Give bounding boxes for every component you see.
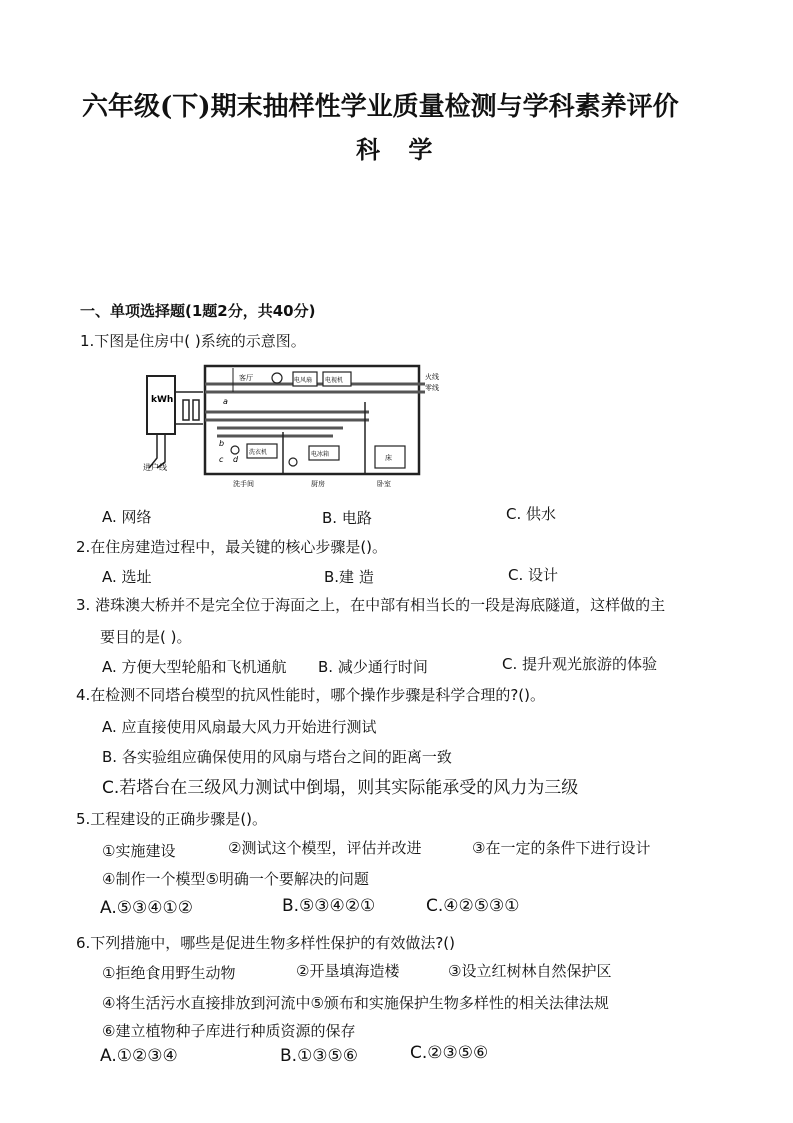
question-1-stem: 1.下图是住房中( )系统的示意图。 — [80, 332, 306, 350]
fan-label: 电风扇 — [294, 377, 313, 384]
q4-option-c: C.若塔台在三级风力测试中倒塌，则其实际能承受的风力为三级 — [102, 778, 579, 798]
q6-item-4: ④将生活污水直接排放到河流中⑤颁布和实施保护生物多样性的相关法律法规 — [102, 994, 609, 1012]
incoming-label: 进户线 — [143, 463, 167, 472]
svg-text:c: c — [219, 455, 224, 464]
live-label: 火线 — [425, 373, 439, 381]
q5-item-1: ①实施建设 — [102, 842, 176, 860]
q6-item-5: ⑥建立植物种子库进行种质资源的保存 — [102, 1022, 356, 1040]
question-2-stem: 2.在住房建造过程中，最关键的核心步骤是()。 — [76, 538, 388, 556]
q5-option-a: A.⑤③④①② — [100, 898, 193, 918]
meter-label: kWh — [151, 395, 174, 405]
q5-item-2: ②测试这个模型，评估并改进 — [228, 839, 422, 857]
q6-option-a: A.①②③④ — [100, 1046, 178, 1066]
q2-option-b: B.建 造 — [324, 568, 374, 586]
section-heading: 一、单项选择题(1题2分，共40分) — [80, 302, 316, 320]
q3-option-c: C. 提升观光旅游的体验 — [502, 655, 658, 673]
question-3-stem-cont: 要目的是( )。 — [100, 628, 192, 646]
q2-option-a: A. 选址 — [102, 568, 152, 586]
meter-box — [147, 376, 175, 434]
room-living: 客厅 — [239, 374, 253, 382]
q5-item-4: ④制作一个模型⑤明确一个要解决的问题 — [102, 870, 369, 888]
q1-option-b: B. 电路 — [322, 509, 372, 527]
room-kitchen: 厨房 — [311, 480, 325, 488]
q4-option-a: A. 应直接使用风扇最大风力开始进行测试 — [102, 718, 377, 736]
q3-option-a: A. 方便大型轮船和飞机通航 — [102, 658, 287, 676]
question-6-stem: 6.下列措施中，哪些是促进生物多样性保护的有效做法?() — [76, 934, 455, 952]
question-4-stem: 4.在检测不同塔台模型的抗风性能时，哪个操作步骤是科学合理的?()。 — [76, 686, 545, 704]
room-bathroom: 洗手间 — [233, 480, 254, 488]
question-5-stem: 5.工程建设的正确步骤是()。 — [76, 810, 268, 828]
q6-option-b: B.①③⑤⑥ — [280, 1046, 359, 1066]
q5-item-3: ③在一定的条件下进行设计 — [472, 839, 651, 857]
q3-option-b: B. 减少通行时间 — [318, 658, 428, 676]
neutral-label: 零线 — [425, 384, 439, 392]
tv-label: 电视机 — [325, 377, 344, 384]
q6-item-3: ③设立红树林自然保护区 — [448, 962, 612, 980]
page-title: 六年级(下)期末抽样性学业质量检测与学科素养评价 — [82, 92, 679, 122]
q1-option-c: C. 供水 — [506, 505, 557, 523]
q2-option-c: C. 设计 — [508, 566, 559, 584]
q6-item-2: ②开垦填海造楼 — [296, 962, 400, 980]
q6-item-1: ①拒绝食用野生动物 — [102, 964, 236, 982]
q1-option-a: A. 网络 — [102, 508, 152, 526]
washer-label: 洗衣机 — [249, 449, 268, 456]
q6-option-c: C.②③⑤⑥ — [410, 1043, 489, 1063]
svg-text:d: d — [233, 455, 239, 464]
q5-option-b: B.⑤③④②① — [282, 896, 376, 916]
q5-option-c: C.④②⑤③① — [426, 896, 520, 916]
svg-text:a: a — [223, 397, 228, 406]
question-3-stem: 3. 港珠澳大桥并不是完全位于海面之上，在中部有相当长的一段是海底隧道，这样做的主 — [76, 596, 666, 614]
circuit-diagram — [143, 362, 443, 494]
fridge-label: 电冰箱 — [311, 451, 330, 458]
svg-text:b: b — [219, 439, 225, 448]
room-bedroom: 卧室 — [377, 480, 391, 488]
q4-option-b: B. 各实验组应确保使用的风扇与塔台之间的距离一致 — [102, 748, 452, 766]
subject-title: 科 学 — [356, 135, 443, 164]
bed-label: 床 — [385, 454, 392, 462]
